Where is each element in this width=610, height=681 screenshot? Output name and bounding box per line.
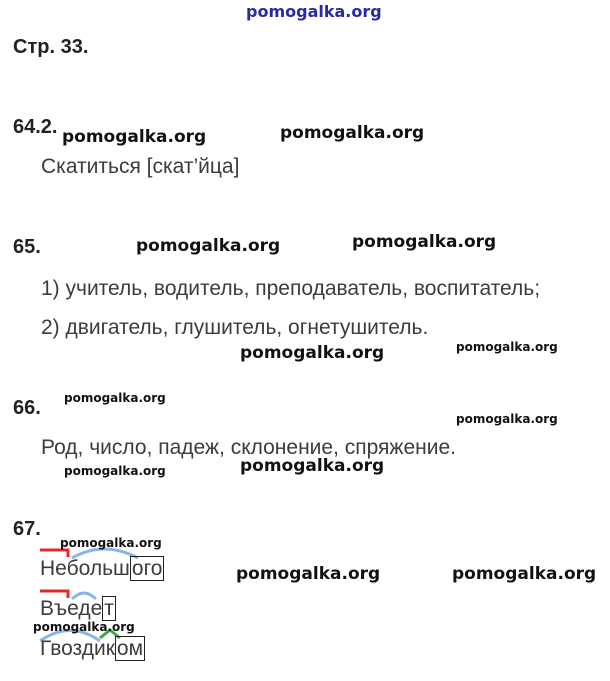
watermark: pomogalka.org: [280, 123, 425, 143]
watermark: pomogalka.org: [240, 456, 385, 476]
watermark: pomogalka.org: [452, 564, 597, 584]
watermark: pomogalka.org: [64, 464, 166, 478]
section-number-64-2: 64.2.: [13, 116, 58, 138]
top-watermark: pomogalka.org: [246, 2, 382, 21]
watermark: pomogalka.org: [33, 620, 135, 634]
watermark: pomogalka.org: [240, 343, 385, 363]
section-65-line-2: 2) двигатель, глушитель, огнетушитель.: [41, 316, 429, 339]
morpheme-word-3: [40, 637, 145, 661]
section-number-66: 66.: [13, 397, 41, 419]
word-2-ending-box: т: [104, 597, 114, 620]
word-3-ending-box: ом: [116, 637, 144, 660]
watermark: pomogalka.org: [136, 236, 281, 256]
watermark: pomogalka.org: [456, 340, 558, 354]
section-number-67: 67.: [13, 518, 41, 540]
section-64-2-text: Скатиться [скат’йца]: [41, 155, 240, 178]
section-number-65: 65.: [13, 236, 41, 258]
watermark: pomogalka.org: [60, 536, 162, 550]
word-3-main: Гвоздик: [40, 637, 115, 660]
word-2-main: Въеде: [40, 597, 103, 620]
watermark: pomogalka.org: [456, 412, 558, 426]
morpheme-word-2: [40, 597, 116, 621]
morpheme-word-1: [40, 557, 164, 581]
watermark: pomogalka.org: [64, 391, 166, 405]
watermark: pomogalka.org: [62, 127, 207, 147]
watermark: pomogalka.org: [352, 232, 497, 252]
watermark: pomogalka.org: [236, 564, 381, 584]
section-66-text: Род, число, падеж, склонение, спряжение.: [41, 436, 456, 459]
page-label: Стр. 33.: [13, 36, 89, 58]
word-1-ending-box: ого: [131, 557, 163, 580]
word-1-main: Небольш: [40, 557, 130, 580]
section-65-line-1: 1) учитель, водитель, преподаватель, воспитатель;: [41, 277, 541, 300]
prefix-mark-1: [40, 550, 68, 557]
